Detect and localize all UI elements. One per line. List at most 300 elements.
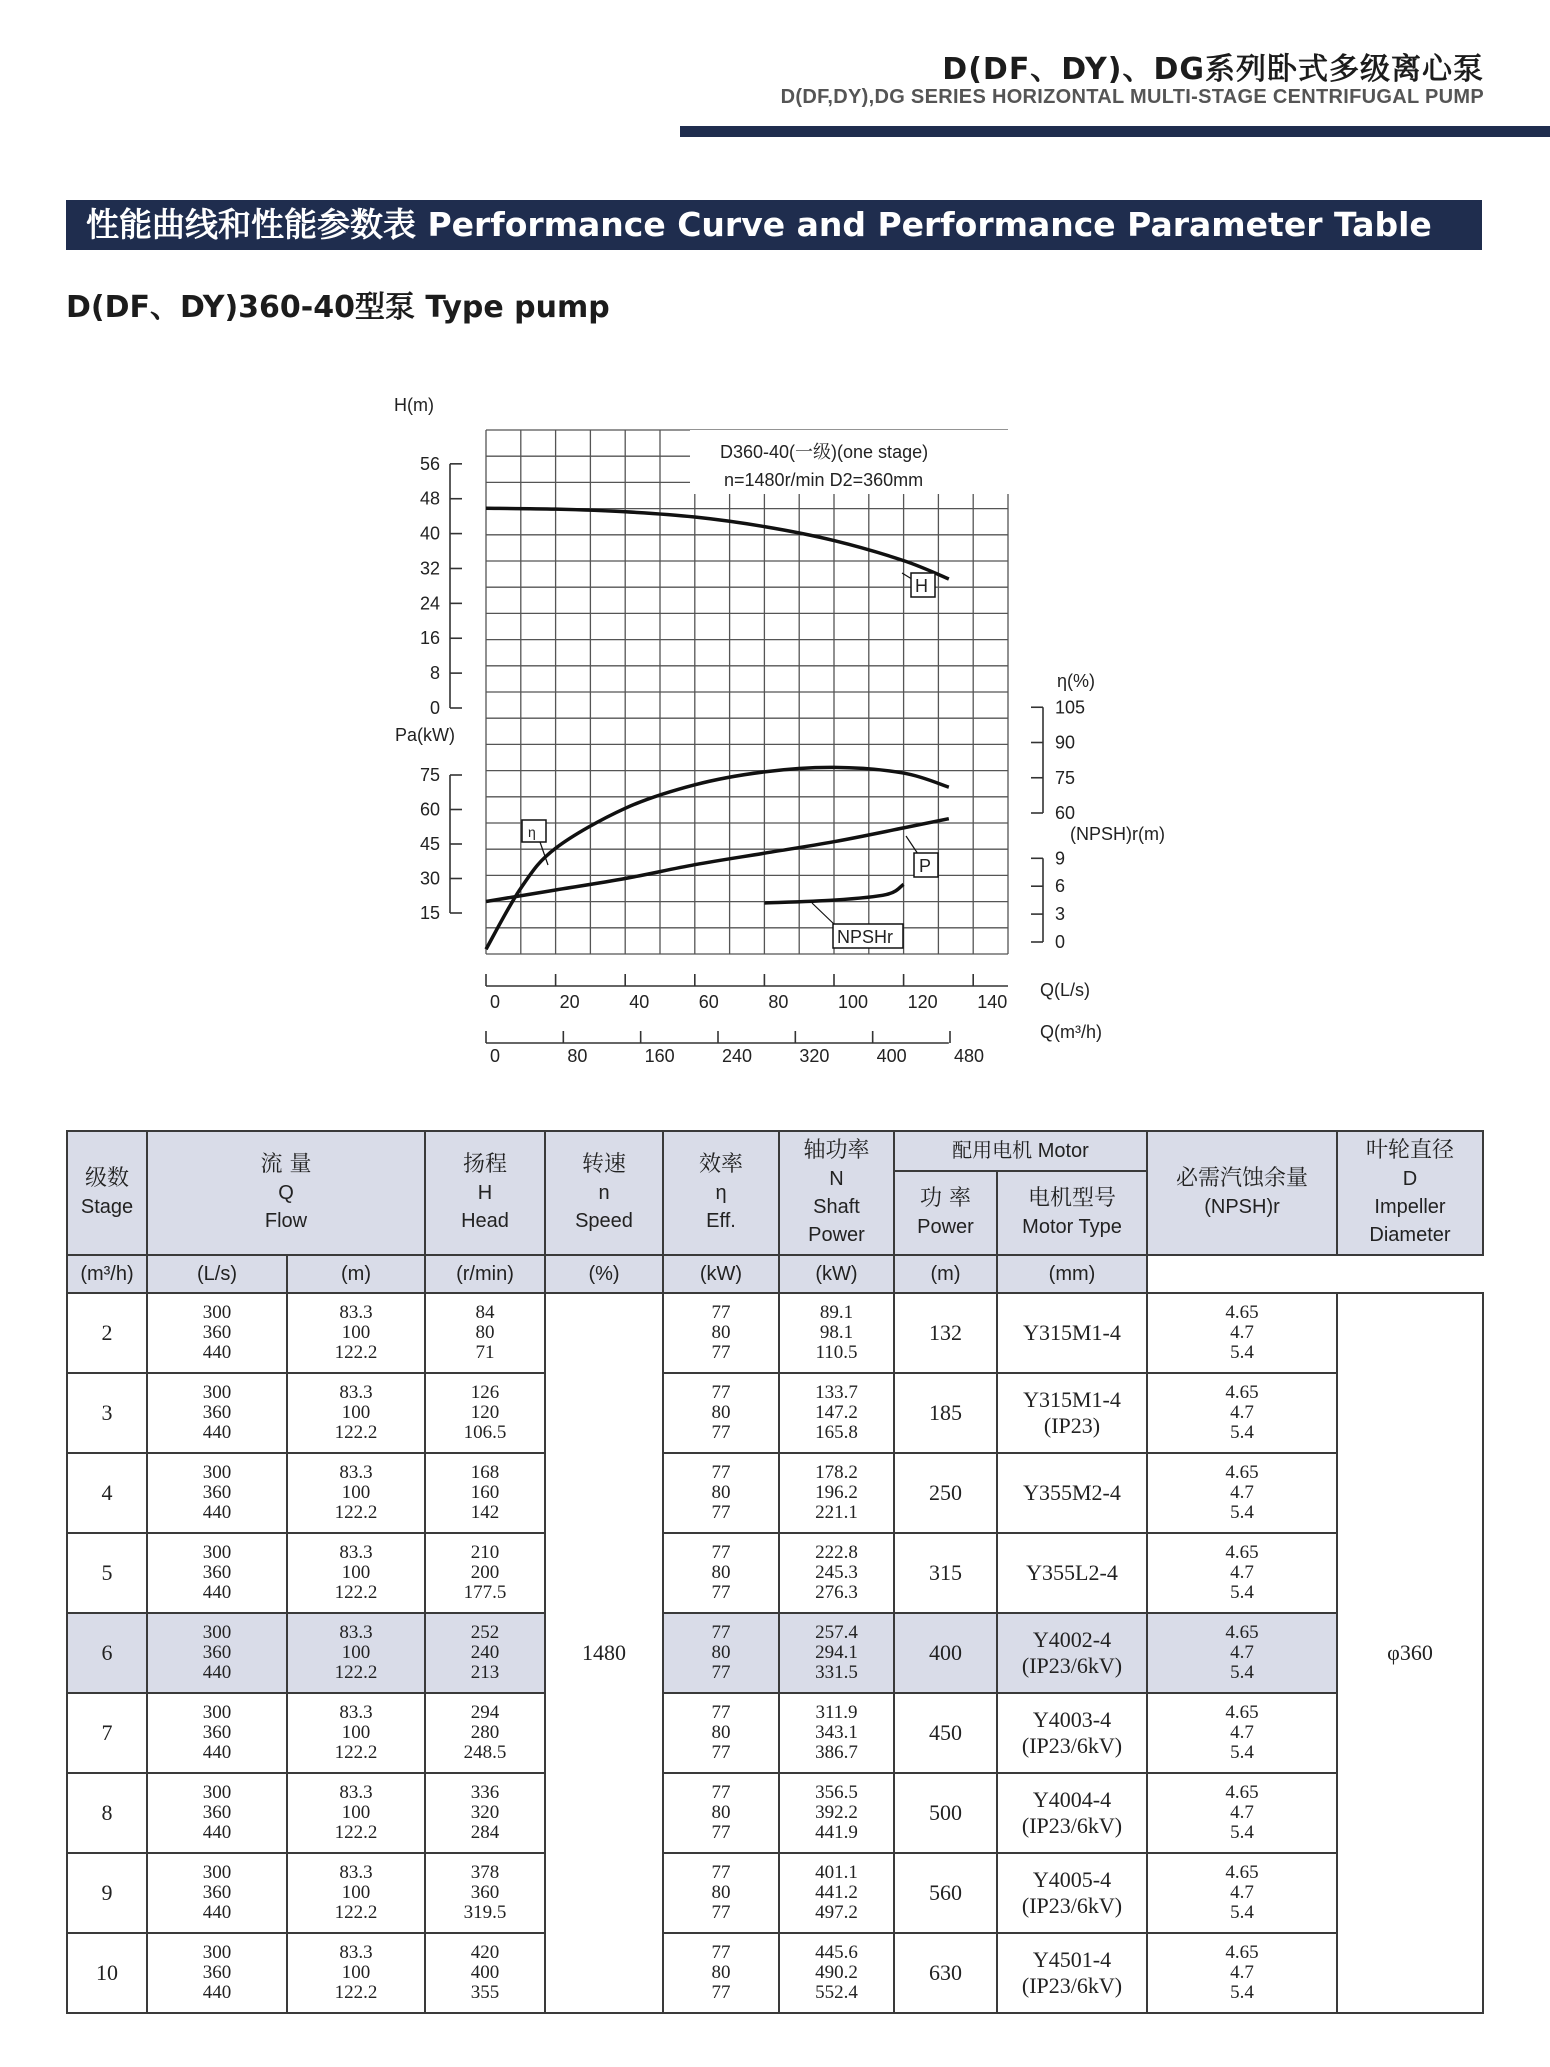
shaft-power-cell-value: 294.1: [815, 1642, 858, 1663]
shaft-power-cell-value: 147.2: [815, 1402, 858, 1423]
curve-label-h-text: H: [915, 576, 928, 596]
table-row: [67, 1853, 1483, 1933]
curve-label-h: [911, 573, 935, 597]
npsh-cell-value: 4.7: [1230, 1642, 1254, 1663]
eff-cell-value: 77: [711, 1422, 731, 1443]
head-cell: [425, 1373, 545, 1453]
flow-ls-cell-value: 122.2: [334, 1902, 378, 1923]
head-cell-value: 80: [475, 1322, 495, 1343]
head-cell-value: 294: [470, 1702, 500, 1723]
eta-axis-label: η(%): [1057, 671, 1096, 691]
unit-cell: (mm): [997, 1255, 1147, 1293]
head-cell-value: 420: [470, 1942, 500, 1963]
npsh-cell-value: 4.7: [1230, 1882, 1254, 1903]
head-cell-value: 120: [470, 1402, 500, 1423]
eff-cell-value: 77: [711, 1742, 731, 1763]
impeller-diameter-cell: φ360: [1337, 1293, 1483, 2013]
head-cell-value: 200: [470, 1562, 500, 1583]
flow-m3h-cell-value: 440: [202, 1342, 232, 1363]
shaft-power-cell-value: 89.1: [819, 1302, 854, 1323]
head-cell-value: 213: [470, 1662, 500, 1683]
eff-cell-value: 77: [711, 1502, 731, 1523]
flow-m3h-cell-value: 300: [202, 1942, 232, 1963]
motor-header: 配用电机 Motor: [894, 1131, 1147, 1171]
motor-power-cell-value: 450: [929, 1720, 962, 1745]
head-cell: [425, 1613, 545, 1693]
npsh-tick-label: 0: [1055, 932, 1066, 952]
motor-power-cell: [894, 1853, 997, 1933]
q-ls-tick-label: 100: [838, 992, 869, 1012]
flow-ls-cell-value: 83.3: [339, 1542, 373, 1563]
flow-ls-cell-value: 100: [341, 1402, 371, 1423]
speed-header: 转速 n Speed: [545, 1131, 663, 1255]
head-cell-value: 320: [470, 1802, 500, 1823]
npsh-cell: [1147, 1853, 1337, 1933]
head-cell: [425, 1933, 545, 2013]
shaft-power-cell-value: 311.9: [815, 1702, 858, 1723]
shaft-power-cell-value: 552.4: [815, 1982, 858, 2003]
npsh-cell-value: 5.4: [1230, 1902, 1254, 1923]
npsh-cell: [1147, 1693, 1337, 1773]
q-ls-tick-label: 120: [907, 992, 938, 1012]
head-cell-value: 336: [470, 1782, 500, 1803]
eff-cell-value: 77: [711, 1462, 731, 1483]
table-row: [67, 1933, 1483, 2013]
head-cell-value: 210: [470, 1542, 500, 1563]
npsh-cell-value: 4.65: [1225, 1462, 1259, 1483]
npsh-cell-value: 4.65: [1225, 1542, 1259, 1563]
p-tick-label: 30: [419, 868, 440, 889]
flow-m3h-cell-value: 440: [202, 1422, 232, 1443]
flow-m3h-cell-value: 360: [202, 1402, 232, 1423]
eff-cell: [663, 1933, 779, 2013]
flow-ls-cell-value: 100: [341, 1482, 371, 1503]
shaft-power-header: 轴功率 N Shaft Power: [779, 1131, 894, 1255]
motor-type-header: 电机型号 Motor Type: [997, 1171, 1147, 1255]
flow-m3h-cell: [147, 1373, 287, 1453]
eff-cell: [663, 1533, 779, 1613]
head-header: 扬程 H Head: [425, 1131, 545, 1255]
motor-power-cell-value: 250: [929, 1480, 962, 1505]
motor-type-cell-value: Y4501-4: [1032, 1947, 1112, 1972]
unit-cell: (L/s): [147, 1255, 287, 1293]
flow-m3h-cell-value: 440: [202, 1582, 232, 1603]
npsh-header: 必需汽蚀余量 (NPSH)r: [1147, 1131, 1337, 1255]
flow-m3h-cell-value: 360: [202, 1482, 232, 1503]
chart-caption-line1: D360-40(一级)(one stage): [720, 442, 929, 462]
shaft-power-cell-value: 441.9: [815, 1822, 858, 1843]
motor-power-cell-value: 185: [929, 1400, 962, 1425]
shaft-power-cell-value: 392.2: [815, 1802, 858, 1823]
motor-type-cell-value: Y355L2-4: [1026, 1560, 1118, 1585]
npsh-cell: [1147, 1533, 1337, 1613]
flow-ls-cell-value: 100: [341, 1802, 371, 1823]
motor-type-cell-value: Y315M1-4: [1023, 1387, 1121, 1412]
stage-cell-value: 9: [101, 1880, 113, 1905]
pump-type-title: D(DF、DY)360-40型泵 Type pump: [66, 290, 610, 325]
page-header-title: D(DF、DY)、DG系列卧式多级离心泵: [942, 52, 1484, 87]
p-label-leader: [906, 836, 918, 854]
flow-ls-cell-value: 122.2: [334, 1982, 378, 2003]
shaft-power-cell: [779, 1773, 894, 1853]
flow-m3h-cell-value: 300: [202, 1462, 232, 1483]
flow-m3h-cell-value: 300: [202, 1302, 232, 1323]
stage-cell-value: 5: [101, 1560, 113, 1585]
flow-ls-cell-value: 100: [341, 1322, 371, 1343]
q-m3h-tick-label: 480: [954, 1046, 985, 1066]
stage-cell: [67, 1373, 147, 1453]
npsh-axis-label: (NPSH)r(m): [1070, 824, 1165, 844]
shaft-power-cell-value: 222.8: [815, 1542, 858, 1563]
page-header-subtitle: D(DF,DY),DG SERIES HORIZONTAL MULTI-STAGE CENTRIFUGAL PUMP: [780, 86, 1484, 108]
npsh-cell-value: 4.65: [1225, 1702, 1259, 1723]
npsh-cell-value: 4.65: [1225, 1382, 1259, 1403]
npsh-tick-label: 6: [1055, 876, 1066, 897]
motor-power-cell-value: 630: [929, 1960, 962, 1985]
flow-ls-cell-value: 83.3: [339, 1382, 373, 1403]
eff-cell-value: 80: [711, 1322, 731, 1343]
flow-m3h-cell-value: 360: [202, 1642, 232, 1663]
npsh-cell-value: 5.4: [1230, 1742, 1254, 1763]
eff-cell: [663, 1613, 779, 1693]
flow-m3h-cell: [147, 1293, 287, 1373]
flow-ls-cell-value: 122.2: [334, 1422, 378, 1443]
unit-cell: (%): [545, 1255, 663, 1293]
shaft-power-cell-value: 386.7: [815, 1742, 858, 1763]
flow-ls-cell: [287, 1853, 425, 1933]
flow-ls-cell-value: 122.2: [334, 1582, 378, 1603]
performance-chart: [0, 370, 1550, 1090]
p-tick-label: 75: [419, 765, 440, 785]
flow-ls-cell: [287, 1613, 425, 1693]
npsh-cell-value: 4.65: [1225, 1622, 1259, 1643]
npsh-cell-value: 5.4: [1230, 1502, 1254, 1523]
flow-m3h-cell-value: 300: [202, 1542, 232, 1563]
head-cell-value: 71: [475, 1342, 495, 1363]
table-body: [67, 1293, 1483, 2013]
npsh-tick-label: 9: [1055, 848, 1066, 869]
eff-cell-value: 80: [711, 1882, 731, 1903]
head-cell-value: 160: [470, 1482, 500, 1503]
head-cell: [425, 1533, 545, 1613]
motor-power-cell: [894, 1533, 997, 1613]
flow-m3h-cell: [147, 1453, 287, 1533]
eff-cell-value: 80: [711, 1802, 731, 1823]
flow-ls-cell-value: 100: [341, 1562, 371, 1583]
npsh-cell: [1147, 1613, 1337, 1693]
flow-ls-cell-value: 122.2: [334, 1742, 378, 1763]
chart-tick-labels: [420, 454, 1085, 1066]
head-cell-value: 284: [470, 1822, 500, 1843]
npsh-cell: [1147, 1933, 1337, 2013]
motor-power-cell-value: 315: [929, 1560, 962, 1585]
eff-cell: [663, 1853, 779, 1933]
p-tick-label: 60: [419, 799, 440, 820]
shaft-power-cell: [779, 1693, 894, 1773]
npsh-cell-value: 5.4: [1230, 1582, 1254, 1603]
flow-m3h-cell-value: 360: [202, 1722, 232, 1743]
head-cell-value: 248.5: [463, 1742, 507, 1763]
motor-power-cell: [894, 1373, 997, 1453]
stage-cell: [67, 1453, 147, 1533]
q-m3h-tick-label: 320: [799, 1046, 830, 1066]
eff-cell-value: 77: [711, 1902, 731, 1923]
shaft-power-cell-value: 196.2: [815, 1482, 858, 1503]
motor-power-cell: [894, 1773, 997, 1853]
h-tick-label: 0: [429, 698, 440, 718]
flow-ls-cell: [287, 1933, 425, 2013]
motor-type-cell-value: Y4004-4: [1032, 1787, 1112, 1812]
stage-cell-value: 8: [101, 1800, 113, 1825]
npsh-cell-value: 5.4: [1230, 1422, 1254, 1443]
eta-tick-label: 105: [1055, 697, 1086, 718]
motor-power-cell: [894, 1293, 997, 1373]
h-tick-label: 8: [429, 663, 440, 684]
head-cell-value: 252: [470, 1622, 500, 1643]
stage-header: 级数 Stage: [67, 1131, 147, 1255]
p-tick-label: 15: [419, 903, 440, 923]
q-ls-tick-label: 80: [768, 992, 789, 1012]
npsh-cell-value: 4.7: [1230, 1962, 1254, 1983]
head-cell-value: 106.5: [463, 1422, 507, 1443]
eff-cell: [663, 1453, 779, 1533]
shaft-power-cell: [779, 1613, 894, 1693]
table-row: [67, 1453, 1483, 1533]
flow-ls-cell-value: 100: [341, 1722, 371, 1743]
shaft-power-cell-value: 445.6: [815, 1942, 858, 1963]
flow-m3h-cell-value: 440: [202, 1822, 232, 1843]
pa-axis-label: Pa(kW): [395, 725, 455, 745]
flow-ls-cell: [287, 1533, 425, 1613]
table-row: [67, 1533, 1483, 1613]
stage-cell-value: 7: [101, 1720, 113, 1745]
motor-power-cell-value: 132: [929, 1320, 962, 1345]
shaft-power-cell-value: 276.3: [815, 1582, 858, 1603]
head-cell-value: 280: [470, 1722, 500, 1743]
motor-type-cell-value: (IP23): [1043, 1413, 1101, 1438]
eff-cell-value: 77: [711, 1982, 731, 2003]
shaft-power-cell-value: 343.1: [815, 1722, 858, 1743]
head-cell-value: 400: [470, 1962, 500, 1983]
flow-m3h-cell-value: 440: [202, 1742, 232, 1763]
stage-cell: [67, 1613, 147, 1693]
units-row: [67, 1255, 1483, 1293]
motor-type-cell: [997, 1693, 1147, 1773]
chart-caption-line2: n=1480r/min D2=360mm: [724, 470, 924, 490]
flow-ls-cell-value: 83.3: [339, 1622, 373, 1643]
eff-cell-value: 80: [711, 1482, 731, 1503]
eff-cell-value: 80: [711, 1562, 731, 1583]
q-ls-tick-label: 20: [559, 992, 580, 1012]
flow-m3h-cell-value: 360: [202, 1802, 232, 1823]
eta-tick-label: 75: [1055, 767, 1076, 788]
head-cell: [425, 1453, 545, 1533]
shaft-power-cell-value: 497.2: [815, 1902, 858, 1923]
motor-type-cell-value: (IP23/6kV): [1021, 1893, 1123, 1918]
q-m3h-axis-label: Q(m³/h): [1040, 1022, 1102, 1042]
eff-cell-value: 77: [711, 1662, 731, 1683]
performance-parameter-table: [66, 1130, 1484, 2014]
motor-power-cell-value: 500: [929, 1800, 962, 1825]
flow-ls-cell: [287, 1293, 425, 1373]
q-ls-tick-label: 60: [698, 992, 719, 1012]
flow-ls-cell-value: 83.3: [339, 1462, 373, 1483]
eta-tick-label: 90: [1055, 732, 1076, 753]
q-ls-tick-label: 40: [629, 992, 650, 1012]
q-ls-tick-label: 0: [490, 992, 501, 1012]
eff-cell-value: 77: [711, 1542, 731, 1563]
head-cell: [425, 1693, 545, 1773]
unit-cell: (m): [287, 1255, 425, 1293]
flow-m3h-cell: [147, 1933, 287, 2013]
flow-m3h-cell-value: 300: [202, 1782, 232, 1803]
motor-type-cell: [997, 1933, 1147, 2013]
flow-ls-cell-value: 100: [341, 1642, 371, 1663]
eff-cell: [663, 1293, 779, 1373]
table-row: [67, 1693, 1483, 1773]
flow-ls-cell: [287, 1373, 425, 1453]
eta-tick-label: 60: [1055, 803, 1076, 823]
flow-m3h-cell-value: 440: [202, 1982, 232, 2003]
motor-type-cell: [997, 1533, 1147, 1613]
motor-type-cell: [997, 1453, 1147, 1533]
flow-m3h-cell-value: 440: [202, 1502, 232, 1523]
table-row: [67, 1293, 1483, 1373]
npsh-cell-value: 5.4: [1230, 1342, 1254, 1363]
head-cell-value: 168: [470, 1462, 500, 1483]
eff-cell-value: 77: [711, 1342, 731, 1363]
motor-type-cell: [997, 1373, 1147, 1453]
eff-header: 效率 η Eff.: [663, 1131, 779, 1255]
eff-cell-value: 77: [711, 1382, 731, 1403]
npsh-cell-value: 5.4: [1230, 1822, 1254, 1843]
q-m3h-tick-label: 240: [722, 1046, 753, 1066]
flow-m3h-cell: [147, 1853, 287, 1933]
flow-m3h-cell: [147, 1773, 287, 1853]
curve-label-p-text: P: [919, 856, 932, 876]
eff-cell: [663, 1773, 779, 1853]
curve-label-eta: [522, 820, 546, 842]
flow-m3h-cell-value: 360: [202, 1322, 232, 1343]
h-tick-label: 56: [419, 453, 440, 474]
table-row: [67, 1613, 1483, 1693]
head-cell-value: 378: [470, 1862, 500, 1883]
flow-ls-cell-value: 83.3: [339, 1702, 373, 1723]
head-cell-value: 360: [470, 1882, 500, 1903]
header-rule: [680, 126, 1550, 137]
shaft-power-cell-value: 490.2: [815, 1962, 858, 1983]
stage-cell-value: 3: [101, 1400, 113, 1425]
impeller-header: 叶轮直径 D Impeller Diameter: [1337, 1131, 1483, 1255]
eff-cell-value: 77: [711, 1622, 731, 1643]
motor-type-cell-value: Y4002-4: [1032, 1627, 1112, 1652]
flow-ls-cell-value: 122.2: [334, 1342, 378, 1363]
motor-type-cell-value: Y4003-4: [1032, 1707, 1112, 1732]
npsh-tick-label: 3: [1055, 904, 1066, 925]
flow-m3h-cell: [147, 1533, 287, 1613]
speed-cell: 1480: [545, 1293, 663, 2013]
shaft-power-cell: [779, 1453, 894, 1533]
eff-cell-value: 77: [711, 1302, 731, 1323]
shaft-power-cell: [779, 1933, 894, 2013]
flow-ls-cell-value: 122.2: [334, 1502, 378, 1523]
flow-ls-cell-value: 83.3: [339, 1302, 373, 1323]
stage-cell-value: 2: [101, 1320, 113, 1345]
p-tick-label: 45: [419, 834, 440, 854]
head-cell: [425, 1773, 545, 1853]
table-row: [67, 1773, 1483, 1853]
flow-m3h-cell-value: 440: [202, 1902, 232, 1923]
motor-power-cell: [894, 1933, 997, 2013]
npsh-cell-value: 4.65: [1225, 1782, 1259, 1803]
npsh-cell-value: 5.4: [1230, 1982, 1254, 2003]
stage-cell-value: 4: [101, 1480, 113, 1505]
npsh-cell-value: 4.7: [1230, 1722, 1254, 1743]
npshr-label-leader: [812, 903, 836, 926]
flow-ls-cell-value: 100: [341, 1882, 371, 1903]
motor-type-cell-value: Y4005-4: [1032, 1867, 1112, 1892]
flow-ls-cell-value: 122.2: [334, 1662, 378, 1683]
motor-power-cell-value: 400: [929, 1640, 962, 1665]
unit-cell: (kW): [779, 1255, 894, 1293]
stage-cell-value: 10: [96, 1960, 118, 1985]
flow-m3h-cell-value: 300: [202, 1702, 232, 1723]
shaft-power-cell-value: 257.4: [815, 1622, 858, 1643]
npsh-cell: [1147, 1293, 1337, 1373]
npsh-cell: [1147, 1373, 1337, 1453]
shaft-power-cell-value: 331.5: [815, 1662, 858, 1683]
head-cell-value: 126: [470, 1382, 500, 1403]
motor-type-cell-value: (IP23/6kV): [1021, 1733, 1123, 1758]
curve-label-npshr-text: NPSHr: [837, 927, 894, 947]
stage-cell-value: 6: [101, 1640, 113, 1665]
shaft-power-cell-value: 245.3: [815, 1562, 858, 1583]
curve-label-eta-text: η: [528, 824, 536, 840]
motor-type-cell: [997, 1613, 1147, 1693]
flow-m3h-cell-value: 360: [202, 1562, 232, 1583]
flow-ls-cell-value: 122.2: [334, 1822, 378, 1843]
npsh-cell: [1147, 1453, 1337, 1533]
shaft-power-cell: [779, 1853, 894, 1933]
head-cell-value: 319.5: [463, 1902, 507, 1923]
npsh-cell-value: 4.7: [1230, 1322, 1254, 1343]
head-cell-value: 355: [470, 1982, 500, 2003]
curve-label-p: [914, 853, 938, 877]
shaft-power-cell-value: 165.8: [815, 1422, 858, 1443]
flow-ls-cell-value: 83.3: [339, 1942, 373, 1963]
eff-cell-value: 77: [711, 1702, 731, 1723]
npsh-cell-value: 4.7: [1230, 1482, 1254, 1503]
shaft-power-cell-value: 98.1: [819, 1322, 854, 1343]
eff-cell: [663, 1693, 779, 1773]
motor-type-cell-value: (IP23/6kV): [1021, 1653, 1123, 1678]
flow-header: 流 量 Q Flow: [147, 1131, 425, 1255]
head-cell-value: 142: [470, 1502, 500, 1523]
motor-power-cell: [894, 1693, 997, 1773]
eff-cell-value: 80: [711, 1722, 731, 1743]
motor-type-cell-value: Y355M2-4: [1023, 1480, 1121, 1505]
head-cell: [425, 1293, 545, 1373]
unit-cell: (kW): [663, 1255, 779, 1293]
npsh-cell-value: 4.7: [1230, 1402, 1254, 1423]
motor-type-cell-value: (IP23/6kV): [1021, 1813, 1123, 1838]
motor-type-cell: [997, 1293, 1147, 1373]
section-title: 性能曲线和性能参数表 Performance Curve and Performance Parameter Table: [66, 200, 1482, 250]
eff-cell-value: 77: [711, 1782, 731, 1803]
unit-cell: (m³/h): [67, 1255, 147, 1293]
table-row: [67, 1373, 1483, 1453]
motor-type-cell: [997, 1773, 1147, 1853]
